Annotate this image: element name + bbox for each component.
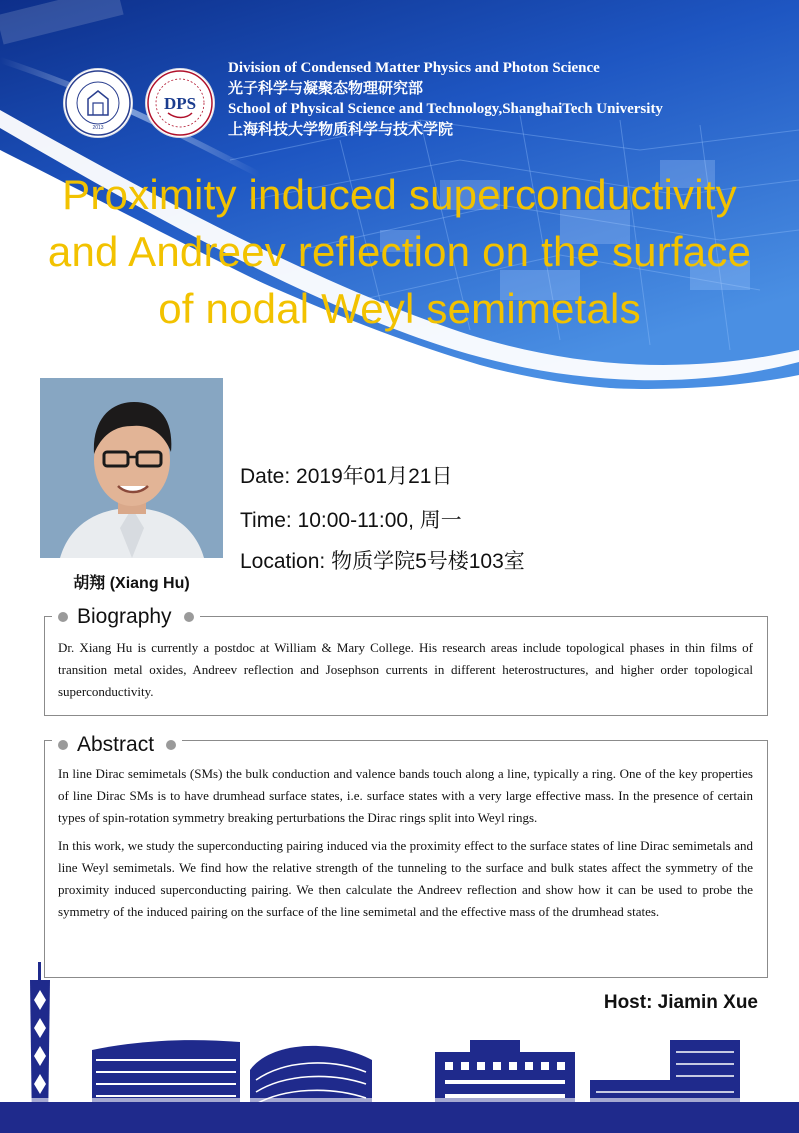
footer-skyline xyxy=(0,960,799,1133)
bullet-dot-icon xyxy=(58,740,68,750)
institution-line-division-cn: 光子科学与凝聚态物理研究部 xyxy=(228,80,424,97)
institution-line-school: School of Physical Science and Technology,ShanghaiTech University xyxy=(228,101,663,117)
bullet-dot-icon xyxy=(184,612,194,622)
talk-title xyxy=(0,166,799,337)
talk-title-line-3: of nodal Weyl semimetals xyxy=(158,285,641,332)
talk-title-line-1: Proximity induced superconductivity xyxy=(62,171,737,218)
dps-logo xyxy=(146,69,214,137)
speaker-name: 胡翔 (Xiang Hu) xyxy=(73,575,190,592)
talk-location: Location: 物质学院5号楼103室 xyxy=(240,550,525,573)
institution-line-school-cn: 上海科技大学物质科学与技术学院 xyxy=(228,121,454,138)
abstract-text xyxy=(58,763,753,929)
bullet-dot-icon xyxy=(58,612,68,622)
shanghaitech-logo xyxy=(64,69,132,137)
institution-block xyxy=(228,58,663,140)
abstract-heading xyxy=(52,733,182,757)
talk-date: Date: 2019年01月21日 xyxy=(240,465,453,488)
abstract-paragraph: In line Dirac semimetals (SMs) the bulk conduction and valence bands touch along a line, typically a ring. One of the key properties of line Dirac SMs is to have drumhead surface states, i.e. surface states with a very large effective mass. In the presence of certain types of spin-rotation symmetry breaking perturbations the Dirac rings split into Weyl rings. xyxy=(58,766,753,825)
svg-text:DPS: DPS xyxy=(163,94,197,113)
talk-time: Time: 10:00-11:00, 周一 xyxy=(240,509,462,532)
bullet-dot-icon xyxy=(166,740,176,750)
biography-heading xyxy=(52,605,200,629)
abstract-paragraph: In this work, we study the superconducting pairing induced via the proximity effect to the surface states of line Dirac semimetals and line Weyl semimetals. We find how the relative strength of the tunneling to the surface and bulk states affect the symmetry of the proximity induced superconducting pairing. We then calculate the Andreev reflection and show how it can be used to probe the symmetry of the induced pairing on the surface of the line semimetal and the effective mass of the drumhead states. xyxy=(58,838,753,919)
biography-text: Dr. Xiang Hu is currently a postdoc at William & Mary College. His research areas include topological phases in thin films of transition metal oxides, Andreev reflection and Josephson currents in different heterostructures, and higher order topological superconductivity. xyxy=(58,640,753,699)
campus-buildings-illustration xyxy=(0,960,799,1133)
header-banner xyxy=(0,0,799,400)
institution-line-division: Division of Condensed Matter Physics and Photon Science xyxy=(228,60,600,76)
talk-title-line-2: and Andreev reflection on the surface xyxy=(47,228,752,275)
abstract-heading-label: Abstract xyxy=(77,733,155,756)
svg-text:2013: 2013 xyxy=(92,125,104,131)
biography-heading-label: Biography xyxy=(77,605,172,628)
speaker-photo xyxy=(40,378,223,558)
host-name: Host: Jiamin Xue xyxy=(603,992,758,1013)
